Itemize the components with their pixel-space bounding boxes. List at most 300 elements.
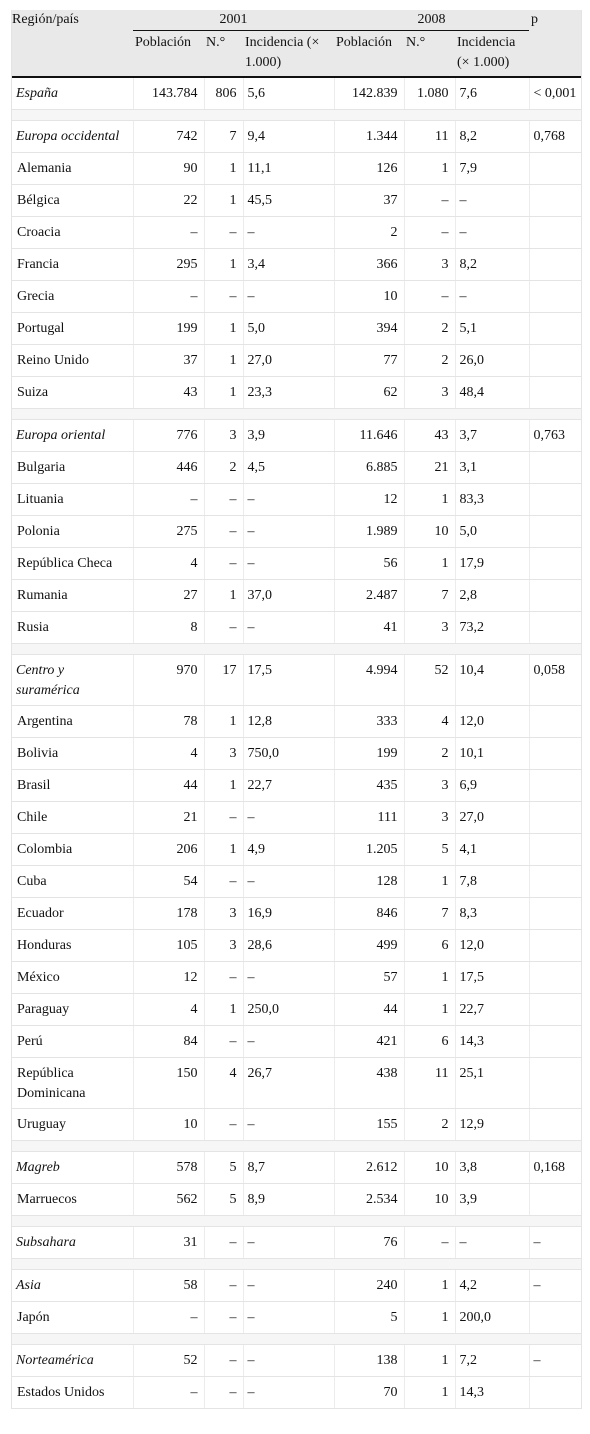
n-2001-cell: – xyxy=(204,1109,243,1141)
table-row xyxy=(12,802,581,834)
p-value-cell xyxy=(529,217,581,249)
n-2008-cell: 3 xyxy=(404,770,455,802)
n-2008-cell: 6 xyxy=(404,1026,455,1058)
incidencia-2001-cell: 3,9 xyxy=(243,420,334,452)
incidencia-2008-cell: 8,2 xyxy=(455,249,529,281)
separator-cell xyxy=(12,110,581,121)
incidencia-2008-cell: 83,3 xyxy=(455,484,529,516)
poblacion-2008-cell: 2.487 xyxy=(334,580,404,612)
incidencia-2001-cell: – xyxy=(243,866,334,898)
table-row xyxy=(12,548,581,580)
region-cell: Paraguay xyxy=(12,994,133,1026)
region-cell: República Checa xyxy=(12,548,133,580)
incidencia-2001-cell: – xyxy=(243,281,334,313)
incidencia-2008-cell: – xyxy=(455,185,529,217)
p-value-cell: < 0,001 xyxy=(529,77,581,110)
n-2001-cell: 7 xyxy=(204,121,243,153)
p-value-cell xyxy=(529,834,581,866)
incidencia-2001-cell: 4,5 xyxy=(243,452,334,484)
table-row-group xyxy=(12,1152,581,1184)
n-2008-cell: 2 xyxy=(404,345,455,377)
table-row-group xyxy=(12,1345,581,1377)
group-separator xyxy=(12,644,581,655)
incidencia-2001-cell: – xyxy=(243,1026,334,1058)
poblacion-2001-cell: 21 xyxy=(133,802,204,834)
poblacion-2001-cell: 742 xyxy=(133,121,204,153)
region-cell: Magreb xyxy=(12,1152,133,1184)
region-cell: Bélgica xyxy=(12,185,133,217)
region-cell: Centro y suramérica xyxy=(12,655,133,706)
incidencia-2001-cell: 22,7 xyxy=(243,770,334,802)
n-2008-cell: 1.080 xyxy=(404,77,455,110)
incidencia-2008-cell: 26,0 xyxy=(455,345,529,377)
region-cell: Japón xyxy=(12,1302,133,1334)
region-cell: Argentina xyxy=(12,706,133,738)
incidencia-2001-cell: 4,9 xyxy=(243,834,334,866)
poblacion-2001-cell: – xyxy=(133,217,204,249)
incidencia-2001-cell: 3,4 xyxy=(243,249,334,281)
poblacion-2001-cell: 10 xyxy=(133,1109,204,1141)
table-row xyxy=(12,281,581,313)
table-row xyxy=(12,1302,581,1334)
poblacion-2001-cell: 178 xyxy=(133,898,204,930)
n-2001-cell: 5 xyxy=(204,1184,243,1216)
poblacion-2008-cell: 37 xyxy=(334,185,404,217)
incidencia-2008-cell: 12,0 xyxy=(455,706,529,738)
region-cell: Bolivia xyxy=(12,738,133,770)
poblacion-2008-cell: 57 xyxy=(334,962,404,994)
poblacion-2008-cell: 240 xyxy=(334,1270,404,1302)
poblacion-2008-cell: 435 xyxy=(334,770,404,802)
incidencia-2001-cell: – xyxy=(243,612,334,644)
poblacion-2001-cell: 4 xyxy=(133,738,204,770)
group-separator xyxy=(12,1259,581,1270)
region-cell: Ecuador xyxy=(12,898,133,930)
p-value-cell xyxy=(529,580,581,612)
n-2008-cell: 3 xyxy=(404,377,455,409)
poblacion-2008-cell: 44 xyxy=(334,994,404,1026)
n-2008-cell: 2 xyxy=(404,738,455,770)
incidencia-2008-cell: 12,9 xyxy=(455,1109,529,1141)
poblacion-2008-cell: 138 xyxy=(334,1345,404,1377)
n-2008-cell: – xyxy=(404,185,455,217)
poblacion-2001-cell: 776 xyxy=(133,420,204,452)
region-cell: México xyxy=(12,962,133,994)
p-value-cell: 0,763 xyxy=(529,420,581,452)
incidencia-2001-cell: 12,8 xyxy=(243,706,334,738)
n-2001-cell: 1 xyxy=(204,770,243,802)
region-cell: Rusia xyxy=(12,612,133,644)
n-2001-cell: – xyxy=(204,612,243,644)
incidencia-2008-cell: 7,8 xyxy=(455,866,529,898)
table-row xyxy=(12,377,581,409)
header-region-spacer xyxy=(12,31,133,78)
incidencia-2001-cell: – xyxy=(243,548,334,580)
header-incidencia-2001: Incidencia (× 1.000) xyxy=(243,31,334,78)
poblacion-2001-cell: 52 xyxy=(133,1345,204,1377)
region-cell: Polonia xyxy=(12,516,133,548)
p-value-cell xyxy=(529,898,581,930)
incidencia-2008-cell: – xyxy=(455,281,529,313)
poblacion-2008-cell: 2.534 xyxy=(334,1184,404,1216)
n-2001-cell: 17 xyxy=(204,655,243,706)
table-row xyxy=(12,153,581,185)
poblacion-2001-cell: 199 xyxy=(133,313,204,345)
table-row xyxy=(12,898,581,930)
group-separator xyxy=(12,110,581,121)
poblacion-2001-cell: 970 xyxy=(133,655,204,706)
n-2008-cell: 1 xyxy=(404,1377,455,1409)
n-2008-cell: – xyxy=(404,217,455,249)
incidencia-2001-cell: 5,0 xyxy=(243,313,334,345)
incidencia-2008-cell: 4,2 xyxy=(455,1270,529,1302)
region-cell: Cuba xyxy=(12,866,133,898)
n-2001-cell: – xyxy=(204,1026,243,1058)
separator-cell xyxy=(12,644,581,655)
incidencia-2001-cell: – xyxy=(243,1109,334,1141)
region-cell: Lituania xyxy=(12,484,133,516)
poblacion-2008-cell: 4.994 xyxy=(334,655,404,706)
incidencia-2008-cell: 2,8 xyxy=(455,580,529,612)
incidencia-2008-cell: 48,4 xyxy=(455,377,529,409)
p-value-cell xyxy=(529,1184,581,1216)
p-value-cell xyxy=(529,345,581,377)
incidencia-2001-cell: 5,6 xyxy=(243,77,334,110)
poblacion-2001-cell: 58 xyxy=(133,1270,204,1302)
incidencia-2001-cell: 23,3 xyxy=(243,377,334,409)
n-2008-cell: 1 xyxy=(404,994,455,1026)
p-value-cell xyxy=(529,377,581,409)
incidencia-2008-cell: 17,5 xyxy=(455,962,529,994)
table-row xyxy=(12,345,581,377)
incidencia-2001-cell: 26,7 xyxy=(243,1058,334,1109)
header-n-2008: N.° xyxy=(404,31,455,78)
n-2001-cell: 1 xyxy=(204,994,243,1026)
p-value-cell xyxy=(529,249,581,281)
n-2008-cell: – xyxy=(404,1227,455,1259)
p-value-cell xyxy=(529,1302,581,1334)
header-incidencia-2008: Incidencia (× 1.000) xyxy=(455,31,529,78)
region-cell: Europa oriental xyxy=(12,420,133,452)
p-value-cell xyxy=(529,452,581,484)
n-2001-cell: 1 xyxy=(204,345,243,377)
poblacion-2001-cell: 150 xyxy=(133,1058,204,1109)
table-body xyxy=(12,77,581,1409)
n-2008-cell: 10 xyxy=(404,516,455,548)
incidence-table-container xyxy=(11,10,582,1409)
poblacion-2008-cell: 41 xyxy=(334,612,404,644)
incidencia-2001-cell: 750,0 xyxy=(243,738,334,770)
incidencia-2008-cell: 17,9 xyxy=(455,548,529,580)
table-row xyxy=(12,866,581,898)
poblacion-2008-cell: 56 xyxy=(334,548,404,580)
p-value-cell xyxy=(529,1026,581,1058)
p-value-cell: – xyxy=(529,1270,581,1302)
incidencia-2008-cell: 14,3 xyxy=(455,1377,529,1409)
n-2008-cell: 7 xyxy=(404,898,455,930)
n-2001-cell: 3 xyxy=(204,738,243,770)
n-2008-cell: 3 xyxy=(404,249,455,281)
table-row xyxy=(12,770,581,802)
incidence-table xyxy=(12,10,581,1409)
table-row xyxy=(12,1058,581,1109)
n-2001-cell: – xyxy=(204,516,243,548)
group-separator xyxy=(12,1216,581,1227)
table-row-group xyxy=(12,121,581,153)
separator-cell xyxy=(12,1259,581,1270)
table-row xyxy=(12,834,581,866)
poblacion-2001-cell: 12 xyxy=(133,962,204,994)
incidencia-2001-cell: – xyxy=(243,484,334,516)
header-year-2008: 2008 xyxy=(334,10,529,31)
region-cell: Reino Unido xyxy=(12,345,133,377)
poblacion-2001-cell: 54 xyxy=(133,866,204,898)
n-2008-cell: 43 xyxy=(404,420,455,452)
table-row-group xyxy=(12,1270,581,1302)
incidencia-2001-cell: – xyxy=(243,1345,334,1377)
n-2008-cell: 6 xyxy=(404,930,455,962)
incidencia-2008-cell: 5,1 xyxy=(455,313,529,345)
poblacion-2008-cell: 111 xyxy=(334,802,404,834)
table-row xyxy=(12,313,581,345)
poblacion-2001-cell: 84 xyxy=(133,1026,204,1058)
incidencia-2001-cell: 11,1 xyxy=(243,153,334,185)
n-2001-cell: – xyxy=(204,1227,243,1259)
n-2001-cell: 1 xyxy=(204,706,243,738)
region-cell: Perú xyxy=(12,1026,133,1058)
table-row-group xyxy=(12,655,581,706)
p-value-cell xyxy=(529,281,581,313)
incidencia-2008-cell: 3,9 xyxy=(455,1184,529,1216)
poblacion-2001-cell: 4 xyxy=(133,548,204,580)
incidencia-2008-cell: 6,9 xyxy=(455,770,529,802)
n-2001-cell: 1 xyxy=(204,377,243,409)
n-2008-cell: 1 xyxy=(404,153,455,185)
p-value-cell xyxy=(529,484,581,516)
poblacion-2008-cell: 1.989 xyxy=(334,516,404,548)
table-row xyxy=(12,612,581,644)
poblacion-2008-cell: 10 xyxy=(334,281,404,313)
n-2001-cell: 2 xyxy=(204,452,243,484)
incidencia-2008-cell: 25,1 xyxy=(455,1058,529,1109)
poblacion-2001-cell: 562 xyxy=(133,1184,204,1216)
incidencia-2001-cell: – xyxy=(243,516,334,548)
n-2008-cell: 1 xyxy=(404,1270,455,1302)
group-separator xyxy=(12,1334,581,1345)
incidencia-2001-cell: – xyxy=(243,1377,334,1409)
separator-cell xyxy=(12,409,581,420)
n-2008-cell: 4 xyxy=(404,706,455,738)
p-value-cell xyxy=(529,612,581,644)
region-cell: Marruecos xyxy=(12,1184,133,1216)
region-cell: Portugal xyxy=(12,313,133,345)
poblacion-2008-cell: 1.205 xyxy=(334,834,404,866)
incidencia-2008-cell: 10,1 xyxy=(455,738,529,770)
n-2001-cell: 1 xyxy=(204,185,243,217)
region-cell: Europa occidental xyxy=(12,121,133,153)
incidencia-2008-cell: 3,1 xyxy=(455,452,529,484)
region-cell: Francia xyxy=(12,249,133,281)
poblacion-2001-cell: 37 xyxy=(133,345,204,377)
table-row xyxy=(12,484,581,516)
poblacion-2001-cell: 295 xyxy=(133,249,204,281)
table-row-group xyxy=(12,420,581,452)
poblacion-2008-cell: 128 xyxy=(334,866,404,898)
region-cell: Chile xyxy=(12,802,133,834)
region-cell: Croacia xyxy=(12,217,133,249)
incidencia-2008-cell: 12,0 xyxy=(455,930,529,962)
region-cell: Bulgaria xyxy=(12,452,133,484)
n-2001-cell: 1 xyxy=(204,153,243,185)
incidencia-2008-cell: 73,2 xyxy=(455,612,529,644)
poblacion-2001-cell: – xyxy=(133,1377,204,1409)
incidencia-2008-cell: 5,0 xyxy=(455,516,529,548)
p-value-cell: 0,768 xyxy=(529,121,581,153)
region-cell: Estados Unidos xyxy=(12,1377,133,1409)
incidencia-2001-cell: – xyxy=(243,217,334,249)
separator-cell xyxy=(12,1216,581,1227)
poblacion-2008-cell: 62 xyxy=(334,377,404,409)
table-row xyxy=(12,580,581,612)
header-poblacion-2008: Población xyxy=(334,31,404,78)
table-row xyxy=(12,962,581,994)
n-2001-cell: – xyxy=(204,217,243,249)
n-2001-cell: 1 xyxy=(204,313,243,345)
poblacion-2008-cell: 142.839 xyxy=(334,77,404,110)
p-value-cell xyxy=(529,153,581,185)
region-cell: España xyxy=(12,77,133,110)
incidencia-2008-cell: 14,3 xyxy=(455,1026,529,1058)
poblacion-2008-cell: 12 xyxy=(334,484,404,516)
poblacion-2001-cell: 143.784 xyxy=(133,77,204,110)
incidencia-2001-cell: 16,9 xyxy=(243,898,334,930)
table-row-group xyxy=(12,77,581,110)
region-cell: Uruguay xyxy=(12,1109,133,1141)
incidencia-2001-cell: 45,5 xyxy=(243,185,334,217)
poblacion-2001-cell: 105 xyxy=(133,930,204,962)
incidencia-2008-cell: 7,6 xyxy=(455,77,529,110)
table-row xyxy=(12,1109,581,1141)
table-row xyxy=(12,217,581,249)
table-row xyxy=(12,706,581,738)
region-cell: Grecia xyxy=(12,281,133,313)
poblacion-2008-cell: 11.646 xyxy=(334,420,404,452)
n-2001-cell: 1 xyxy=(204,580,243,612)
p-value-cell xyxy=(529,548,581,580)
n-2001-cell: 3 xyxy=(204,898,243,930)
incidencia-2008-cell: 200,0 xyxy=(455,1302,529,1334)
p-value-cell xyxy=(529,802,581,834)
n-2001-cell: – xyxy=(204,1377,243,1409)
incidencia-2001-cell: – xyxy=(243,1270,334,1302)
n-2008-cell: 10 xyxy=(404,1152,455,1184)
n-2001-cell: 5 xyxy=(204,1152,243,1184)
p-value-cell xyxy=(529,930,581,962)
p-value-cell: – xyxy=(529,1227,581,1259)
n-2008-cell: 10 xyxy=(404,1184,455,1216)
poblacion-2001-cell: 43 xyxy=(133,377,204,409)
header-year-2001: 2001 xyxy=(133,10,334,31)
n-2001-cell: 1 xyxy=(204,834,243,866)
p-value-cell xyxy=(529,313,581,345)
incidencia-2001-cell: 28,6 xyxy=(243,930,334,962)
incidencia-2008-cell: 3,8 xyxy=(455,1152,529,1184)
region-cell: Colombia xyxy=(12,834,133,866)
incidencia-2001-cell: – xyxy=(243,962,334,994)
p-value-cell: 0,168 xyxy=(529,1152,581,1184)
incidencia-2001-cell: 27,0 xyxy=(243,345,334,377)
incidencia-2008-cell: 8,2 xyxy=(455,121,529,153)
poblacion-2008-cell: 1.344 xyxy=(334,121,404,153)
poblacion-2008-cell: 77 xyxy=(334,345,404,377)
poblacion-2008-cell: 438 xyxy=(334,1058,404,1109)
incidencia-2001-cell: 8,9 xyxy=(243,1184,334,1216)
poblacion-2008-cell: 76 xyxy=(334,1227,404,1259)
poblacion-2008-cell: 126 xyxy=(334,153,404,185)
n-2008-cell: 7 xyxy=(404,580,455,612)
p-value-cell xyxy=(529,185,581,217)
region-cell: Rumania xyxy=(12,580,133,612)
n-2008-cell: 1 xyxy=(404,484,455,516)
p-value-cell xyxy=(529,962,581,994)
n-2008-cell: 3 xyxy=(404,612,455,644)
n-2008-cell: 21 xyxy=(404,452,455,484)
incidencia-2008-cell: 27,0 xyxy=(455,802,529,834)
p-value-cell xyxy=(529,1058,581,1109)
n-2001-cell: 1 xyxy=(204,249,243,281)
table-row xyxy=(12,1184,581,1216)
region-cell: Brasil xyxy=(12,770,133,802)
poblacion-2008-cell: 366 xyxy=(334,249,404,281)
poblacion-2008-cell: 421 xyxy=(334,1026,404,1058)
incidencia-2008-cell: – xyxy=(455,217,529,249)
poblacion-2001-cell: 578 xyxy=(133,1152,204,1184)
incidencia-2001-cell: – xyxy=(243,1227,334,1259)
region-cell: Honduras xyxy=(12,930,133,962)
group-separator xyxy=(12,409,581,420)
poblacion-2008-cell: 394 xyxy=(334,313,404,345)
n-2008-cell: 1 xyxy=(404,1345,455,1377)
n-2001-cell: 4 xyxy=(204,1058,243,1109)
poblacion-2008-cell: 70 xyxy=(334,1377,404,1409)
header-poblacion-2001: Población xyxy=(133,31,204,78)
n-2001-cell: 806 xyxy=(204,77,243,110)
header-region: Región/país xyxy=(12,10,133,31)
incidencia-2001-cell: 37,0 xyxy=(243,580,334,612)
p-value-cell xyxy=(529,1377,581,1409)
n-2001-cell: – xyxy=(204,802,243,834)
region-cell: Alemania xyxy=(12,153,133,185)
region-cell: Asia xyxy=(12,1270,133,1302)
poblacion-2001-cell: – xyxy=(133,484,204,516)
poblacion-2001-cell: – xyxy=(133,281,204,313)
poblacion-2001-cell: 8 xyxy=(133,612,204,644)
n-2008-cell: 11 xyxy=(404,121,455,153)
separator-cell xyxy=(12,1334,581,1345)
poblacion-2001-cell: 90 xyxy=(133,153,204,185)
p-value-cell: 0,058 xyxy=(529,655,581,706)
n-2008-cell: 2 xyxy=(404,1109,455,1141)
p-value-cell xyxy=(529,738,581,770)
n-2008-cell: 3 xyxy=(404,802,455,834)
incidencia-2008-cell: 7,9 xyxy=(455,153,529,185)
incidencia-2008-cell: 3,7 xyxy=(455,420,529,452)
p-value-cell: – xyxy=(529,1345,581,1377)
incidencia-2008-cell: 4,1 xyxy=(455,834,529,866)
poblacion-2001-cell: 275 xyxy=(133,516,204,548)
poblacion-2008-cell: 499 xyxy=(334,930,404,962)
incidencia-2001-cell: 9,4 xyxy=(243,121,334,153)
